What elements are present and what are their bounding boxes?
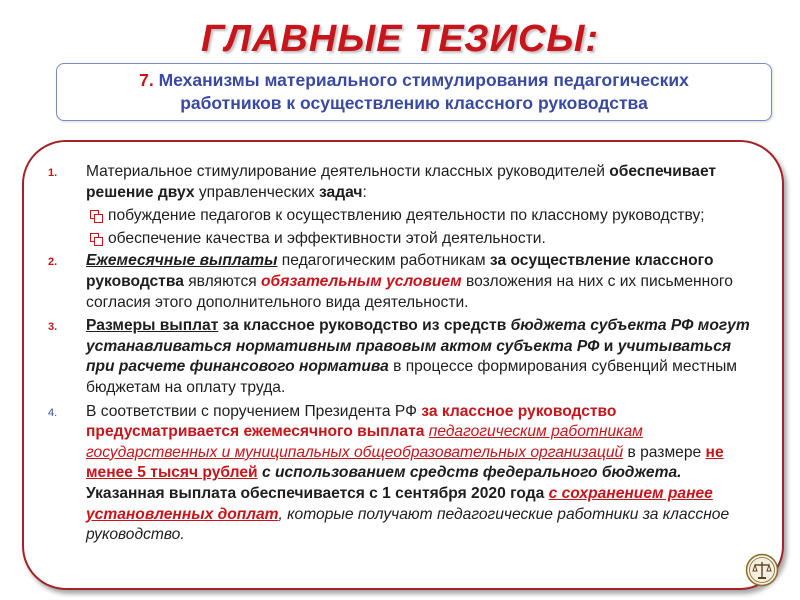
thesis-text-segment: педагогическим работникам (277, 252, 490, 270)
thesis-text-segment: являются (183, 272, 262, 290)
thesis-text-segment: не менее 5 тысяч рублей (86, 443, 724, 482)
thesis-text-segment: В соответствии с поручением Президента РФ (86, 402, 422, 420)
thesis-text-segment: обязательным условием (261, 272, 462, 290)
list-number: 3. (48, 321, 58, 334)
thesis-subitem (48, 206, 758, 227)
thesis-text-segment: за осуществление классного руководства (86, 252, 714, 290)
subitem-text: обеспечение качества и эффективности этой деятельности. (108, 229, 546, 247)
thesis-text-segment: Ежемесячные выплаты (86, 252, 278, 270)
list-number: 2. (48, 256, 58, 269)
list-number: 1. (48, 167, 58, 179)
thesis-text-segment: Размеры выплат (86, 317, 219, 335)
thesis-text-segment: Указанная выплата обеспечивается с 1 сентября 2020 года (86, 484, 549, 502)
thesis-item (48, 316, 758, 398)
list-number: 4. (48, 406, 58, 419)
subtitle-box (56, 63, 772, 121)
thesis-text-segment: с сохранением ранее установленных доплат (86, 484, 713, 523)
thesis-text-segment: педагогическим работникам государственных и муниципальных общеобразовательных организаций (86, 423, 643, 461)
thesis-text-segment: Материальное стимулирование деятельности классных руководителей (86, 163, 610, 180)
subitem-text: побуждение педагогов к осуществлению деятельности по классному руководству; (108, 207, 705, 225)
thesis-item (48, 402, 758, 546)
thesis-text-segment: : (362, 183, 367, 201)
thesis-item (48, 251, 758, 313)
thesis-list (48, 162, 758, 549)
thesis-text-segment: учитываться при расчете финансового норматива (86, 337, 732, 376)
thesis-text-segment: , которые получают педагогические работники за классное руководство. (86, 505, 730, 544)
thesis-text-segment: обеспечивает решение двух (86, 163, 717, 201)
subtitle-line1: Механизмы материального стимулирования педагогических (153, 70, 689, 90)
thesis-text-segment: и (599, 337, 618, 355)
thesis-text-segment: задач (319, 183, 363, 201)
checkbox-bullet-icon (90, 210, 102, 222)
subtitle-line2: работников к осуществлению классного руководства (180, 93, 648, 113)
page-title: ГЛАВНЫЕ ТЕЗИСЫ: (200, 18, 600, 60)
thesis-text-segment: за классное руководство предусматривается ежемесячного выплата (86, 402, 617, 441)
thesis-text-segment: за классное руководство из средств (218, 317, 511, 335)
thesis-text-segment: управленческих (194, 183, 319, 201)
thesis-text-segment: в процессе формирования субвенций местным бюджетам на оплату труда. (86, 358, 737, 396)
thesis-subitem (48, 229, 758, 250)
thesis-text-segment: с использованием средств федерального бюджета. (261, 464, 682, 482)
thesis-text-segment: бюджета субъекта РФ могут устанавливаться нормативным правовым актом субъекта РФ (86, 317, 750, 355)
scales-of-justice-icon (745, 553, 779, 587)
thesis-text-segment: в размере (623, 443, 706, 461)
thesis-item (48, 162, 758, 203)
thesis-text-segment: возложения на них с их письменного согласия этого дополнительного вида деятельности. (86, 272, 733, 311)
subtitle-number: 7. (139, 70, 154, 90)
checkbox-bullet-icon (90, 233, 102, 245)
